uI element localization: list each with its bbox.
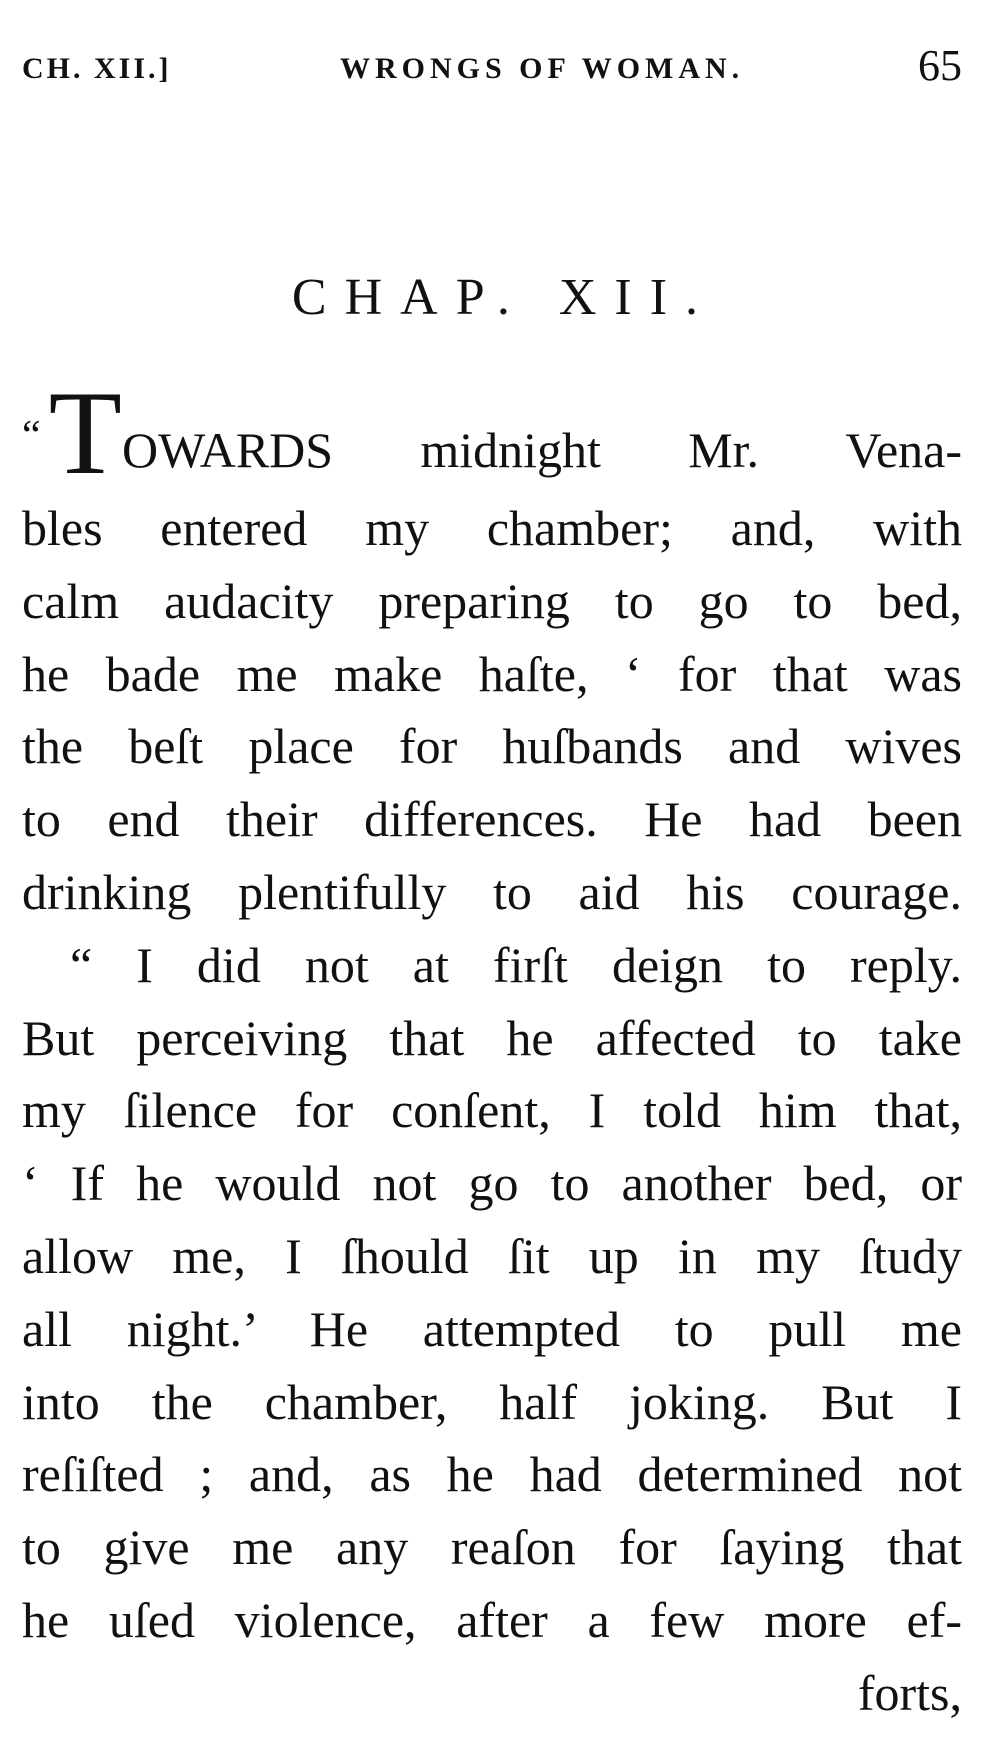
text-line: allow me, I ſhould ſit up in my ſtudy <box>22 1227 962 1284</box>
text-line: he bade me make haſte, ‘ for that was <box>22 645 962 702</box>
opening-quote-mark: “ <box>22 413 41 459</box>
text-line: calm audacity preparing to go to bed, <box>22 572 962 629</box>
text-line: he uſed violence, after a few more ef- <box>22 1591 962 1648</box>
text-line: to give me any reaſon for ſaying that <box>22 1519 962 1576</box>
drop-cap: T <box>48 366 122 499</box>
text-line: my ſilence for conſent, I told him that, <box>22 1082 962 1139</box>
text-line: drinking plentifully to aid his courage. <box>22 863 962 920</box>
running-head <box>22 38 962 98</box>
text-line: the beſt place for huſbands and wives <box>22 718 962 775</box>
text-line: But perceiving that he affected to take <box>22 1009 962 1066</box>
running-head-title: WRONGS OF WOMAN. <box>340 52 745 85</box>
text-line: to end their differences. He had been <box>22 791 962 848</box>
text-line: bles entered my chamber; and, with <box>22 500 962 556</box>
chapter-heading: CHAP. XII. <box>291 269 717 326</box>
body-text <box>22 366 962 1730</box>
text-line: all night.’ He attempted to pull me <box>22 1300 962 1357</box>
text-line: reſiſted ; and, as he had determined not <box>22 1446 962 1503</box>
running-head-chapter: CH. XII.] <box>22 52 172 85</box>
text-line-first <box>22 366 962 499</box>
text-line: ‘ If he would not go to another bed, or <box>22 1155 962 1212</box>
catchword: forts, <box>857 1664 962 1721</box>
text-line: into the chamber, half joking. But I <box>22 1373 962 1430</box>
first-line-text: OWARDS midnight Mr. Vena- <box>121 422 962 478</box>
text-line-paragraph-start: “ I did not at firſt deign to reply. <box>70 936 962 993</box>
page-number: 65 <box>918 41 962 90</box>
